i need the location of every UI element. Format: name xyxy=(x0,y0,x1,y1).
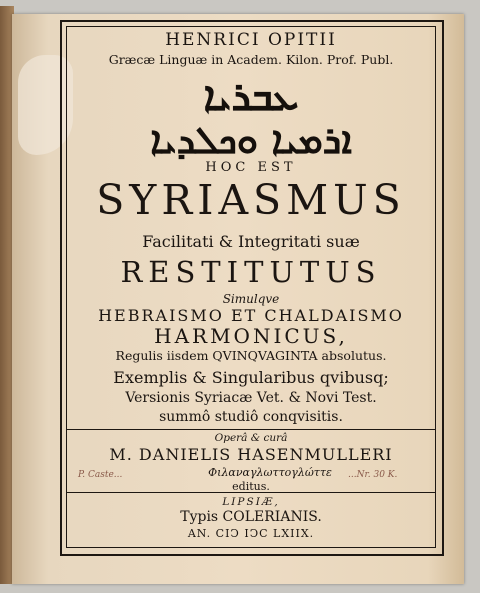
versionis-line: Versionis Syriacæ Vet. & Novi Test. xyxy=(125,390,377,406)
regulis-line: Regulis iisdem QVINQVAGINTA absolutus. xyxy=(115,348,387,363)
hebraismo-line: HEBRAISMO ET CHALDAISMO xyxy=(98,306,404,325)
separator-1 xyxy=(66,429,436,430)
main-title: SYRIASMUS xyxy=(96,176,406,224)
exemplis-line: Exemplis & Singularibus qvibusq; xyxy=(113,368,389,387)
handwritten-note-left: P. Caste... xyxy=(78,470,123,480)
hoc-est: HOC EST xyxy=(205,160,297,175)
editor-name: M. DANIELIS HASENMULLERI xyxy=(109,445,393,464)
separator-2 xyxy=(66,492,436,493)
imprint-city: LIPSIÆ, xyxy=(222,496,280,508)
opera-line: Operâ & curâ xyxy=(214,432,288,444)
harmonicus: HARMONICUS, xyxy=(154,324,348,348)
author-name: HENRICI OPITII xyxy=(165,30,337,50)
subtitle-facilitati: Facilitati & Integritati suæ xyxy=(142,232,360,251)
syriac-title-line-2: ܐܪܡܝܐ ܘܟܠܕܝܐ xyxy=(150,118,352,162)
author-title: Græcæ Linguæ in Academ. Kilon. Prof. Publ. xyxy=(108,52,394,67)
summo-line: summô studiô conqvisitis. xyxy=(159,409,343,425)
greek-epithet: Φιλαναγλωττογλώττε xyxy=(208,466,332,479)
syriac-title-line-1: ܥܒܪܝܐ xyxy=(203,74,299,120)
imprint-year: AN. CIↃ IↃC LXIIX. xyxy=(187,527,315,540)
editus-line: editus. xyxy=(232,480,270,493)
simulque: Simulqve xyxy=(222,292,280,306)
restitutus: RESTITUTUS xyxy=(120,255,382,289)
imprint-typis: Typis COLERIANIS. xyxy=(180,509,322,525)
handwritten-note-right: ...Nr. 30 K. xyxy=(348,470,398,480)
